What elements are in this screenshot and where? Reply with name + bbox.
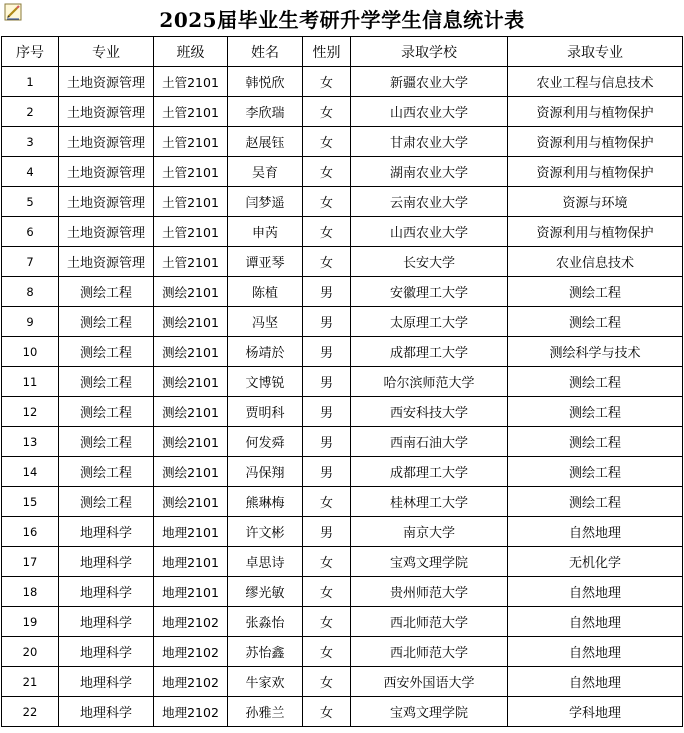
cell-school: 桂林理工大学 [351,487,508,517]
cell-class: 土管2101 [154,127,228,157]
cell-admit-major: 农业信息技术 [508,247,683,277]
cell-major: 地理科学 [59,667,154,697]
cell-major: 测绘工程 [59,487,154,517]
cell-admit-major: 农业工程与信息技术 [508,67,683,97]
cell-gender: 女 [303,127,351,157]
cell-seq: 20 [2,637,59,667]
cell-seq: 1 [2,67,59,97]
cell-school: 湖南农业大学 [351,157,508,187]
table-row [2,397,683,427]
cell-major: 地理科学 [59,697,154,727]
cell-school: 成都理工大学 [351,337,508,367]
table-row [2,127,683,157]
cell-seq: 16 [2,517,59,547]
cell-name: 孙雅兰 [228,697,303,727]
cell-name: 何发舜 [228,427,303,457]
cell-major: 测绘工程 [59,457,154,487]
cell-gender: 女 [303,247,351,277]
cell-class: 土管2101 [154,247,228,277]
cell-school: 西安科技大学 [351,397,508,427]
cell-admit-major: 资源利用与植物保护 [508,157,683,187]
column-header-name: 姓名 [228,37,303,67]
cell-name: 闫梦遥 [228,187,303,217]
table-row [2,307,683,337]
cell-name: 冯保翔 [228,457,303,487]
cell-school: 安徽理工大学 [351,277,508,307]
cell-gender: 女 [303,97,351,127]
cell-admit-major: 测绘工程 [508,397,683,427]
cell-gender: 女 [303,607,351,637]
cell-name: 赵展钰 [228,127,303,157]
cell-class: 测绘2101 [154,457,228,487]
cell-seq: 7 [2,247,59,277]
cell-name: 熊琳梅 [228,487,303,517]
cell-admit-major: 自然地理 [508,607,683,637]
cell-name: 陈植 [228,277,303,307]
cell-class: 地理2102 [154,697,228,727]
cell-class: 地理2102 [154,667,228,697]
cell-name: 缪光敏 [228,577,303,607]
cell-school: 哈尔滨师范大学 [351,367,508,397]
table-row [2,607,683,637]
cell-school: 西北师范大学 [351,637,508,667]
cell-admit-major: 资源与环境 [508,187,683,217]
cell-school: 贵州师范大学 [351,577,508,607]
column-header-school: 录取学校 [351,37,508,67]
cell-admit-major: 测绘工程 [508,277,683,307]
cell-name: 李欣瑞 [228,97,303,127]
cell-major: 测绘工程 [59,367,154,397]
table-row [2,277,683,307]
cell-seq: 6 [2,217,59,247]
cell-class: 地理2102 [154,637,228,667]
cell-admit-major: 自然地理 [508,577,683,607]
cell-gender: 男 [303,457,351,487]
cell-school: 宝鸡文理学院 [351,547,508,577]
cell-major: 地理科学 [59,607,154,637]
cell-school: 成都理工大学 [351,457,508,487]
table-row [2,577,683,607]
cell-school: 山西农业大学 [351,217,508,247]
cell-class: 地理2101 [154,517,228,547]
cell-name: 张淼怡 [228,607,303,637]
cell-school: 云南农业大学 [351,187,508,217]
cell-name: 许文彬 [228,517,303,547]
cell-class: 测绘2101 [154,397,228,427]
cell-major: 测绘工程 [59,397,154,427]
cell-seq: 4 [2,157,59,187]
cell-gender: 男 [303,337,351,367]
page-title: 2025届毕业生考研升学学生信息统计表 [159,8,525,32]
cell-name: 卓思诗 [228,547,303,577]
cell-seq: 8 [2,277,59,307]
cell-seq: 15 [2,487,59,517]
table-row [2,667,683,697]
table-body [2,67,683,727]
cell-major: 测绘工程 [59,337,154,367]
cell-admit-major: 自然地理 [508,517,683,547]
cell-gender: 女 [303,547,351,577]
cell-admit-major: 学科地理 [508,697,683,727]
cell-gender: 女 [303,697,351,727]
cell-seq: 17 [2,547,59,577]
cell-gender: 男 [303,367,351,397]
table-row [2,217,683,247]
cell-major: 土地资源管理 [59,247,154,277]
column-header-seq: 序号 [2,37,59,67]
cell-class: 测绘2101 [154,337,228,367]
column-header-admit-major: 录取专业 [508,37,683,67]
cell-admit-major: 测绘科学与技术 [508,337,683,367]
cell-gender: 女 [303,487,351,517]
cell-school: 宝鸡文理学院 [351,697,508,727]
cell-seq: 12 [2,397,59,427]
cell-gender: 女 [303,577,351,607]
cell-class: 测绘2101 [154,427,228,457]
cell-name: 文博锐 [228,367,303,397]
cell-class: 测绘2101 [154,367,228,397]
column-header-class: 班级 [154,37,228,67]
cell-school: 西南石油大学 [351,427,508,457]
table-row [2,517,683,547]
table-row [2,337,683,367]
cell-class: 地理2102 [154,607,228,637]
cell-major: 土地资源管理 [59,67,154,97]
cell-seq: 22 [2,697,59,727]
table-row [2,487,683,517]
cell-name: 牛家欢 [228,667,303,697]
cell-school: 南京大学 [351,517,508,547]
table-row [2,457,683,487]
cell-class: 测绘2101 [154,307,228,337]
cell-seq: 5 [2,187,59,217]
cell-seq: 18 [2,577,59,607]
cell-admit-major: 测绘工程 [508,457,683,487]
cell-gender: 女 [303,637,351,667]
cell-school: 西北师范大学 [351,607,508,637]
column-header-gender: 性别 [303,37,351,67]
student-table [1,36,683,727]
cell-gender: 男 [303,397,351,427]
cell-name: 冯坚 [228,307,303,337]
cell-class: 土管2101 [154,217,228,247]
cell-admit-major: 测绘工程 [508,307,683,337]
cell-gender: 男 [303,427,351,457]
cell-gender: 女 [303,67,351,97]
cell-school: 西安外国语大学 [351,667,508,697]
cell-admit-major: 自然地理 [508,637,683,667]
cell-school: 长安大学 [351,247,508,277]
cell-class: 测绘2101 [154,277,228,307]
cell-major: 地理科学 [59,637,154,667]
cell-seq: 14 [2,457,59,487]
cell-admit-major: 资源利用与植物保护 [508,127,683,157]
cell-major: 测绘工程 [59,307,154,337]
cell-name: 贾明科 [228,397,303,427]
cell-admit-major: 测绘工程 [508,487,683,517]
table-row [2,187,683,217]
table-row [2,97,683,127]
cell-major: 土地资源管理 [59,97,154,127]
cell-major: 土地资源管理 [59,157,154,187]
header-row [2,37,683,67]
cell-major: 地理科学 [59,577,154,607]
cell-name: 韩悦欣 [228,67,303,97]
cell-gender: 男 [303,277,351,307]
cell-school: 山西农业大学 [351,97,508,127]
cell-class: 地理2101 [154,577,228,607]
table-row [2,427,683,457]
cell-gender: 男 [303,307,351,337]
cell-name: 苏怡鑫 [228,637,303,667]
cell-class: 土管2101 [154,187,228,217]
cell-seq: 2 [2,97,59,127]
table-row [2,157,683,187]
cell-seq: 11 [2,367,59,397]
table-row [2,547,683,577]
table-row [2,247,683,277]
table-row [2,697,683,727]
cell-class: 测绘2101 [154,487,228,517]
cell-gender: 女 [303,217,351,247]
cell-name: 杨靖於 [228,337,303,367]
cell-seq: 21 [2,667,59,697]
cell-major: 地理科学 [59,517,154,547]
cell-admit-major: 测绘工程 [508,427,683,457]
cell-admit-major: 测绘工程 [508,367,683,397]
table-row [2,637,683,667]
cell-seq: 19 [2,607,59,637]
cell-class: 土管2101 [154,97,228,127]
cell-major: 土地资源管理 [59,217,154,247]
cell-seq: 13 [2,427,59,457]
table-row [2,67,683,97]
cell-school: 太原理工大学 [351,307,508,337]
cell-gender: 男 [303,517,351,547]
cell-admit-major: 无机化学 [508,547,683,577]
cell-major: 土地资源管理 [59,127,154,157]
cell-seq: 9 [2,307,59,337]
cell-gender: 女 [303,187,351,217]
cell-seq: 3 [2,127,59,157]
cell-name: 吴育 [228,157,303,187]
cell-class: 地理2101 [154,547,228,577]
cell-school: 新疆农业大学 [351,67,508,97]
cell-major: 测绘工程 [59,427,154,457]
cell-name: 谭亚琴 [228,247,303,277]
cell-name: 申芮 [228,217,303,247]
cell-school: 甘肃农业大学 [351,127,508,157]
cell-major: 土地资源管理 [59,187,154,217]
column-header-major: 专业 [59,37,154,67]
cell-major: 测绘工程 [59,277,154,307]
cell-admit-major: 自然地理 [508,667,683,697]
cell-class: 土管2101 [154,157,228,187]
table-row [2,367,683,397]
cell-seq: 10 [2,337,59,367]
cell-gender: 女 [303,157,351,187]
cell-admit-major: 资源利用与植物保护 [508,97,683,127]
cell-admit-major: 资源利用与植物保护 [508,217,683,247]
cell-gender: 女 [303,667,351,697]
cell-class: 土管2101 [154,67,228,97]
cell-major: 地理科学 [59,547,154,577]
